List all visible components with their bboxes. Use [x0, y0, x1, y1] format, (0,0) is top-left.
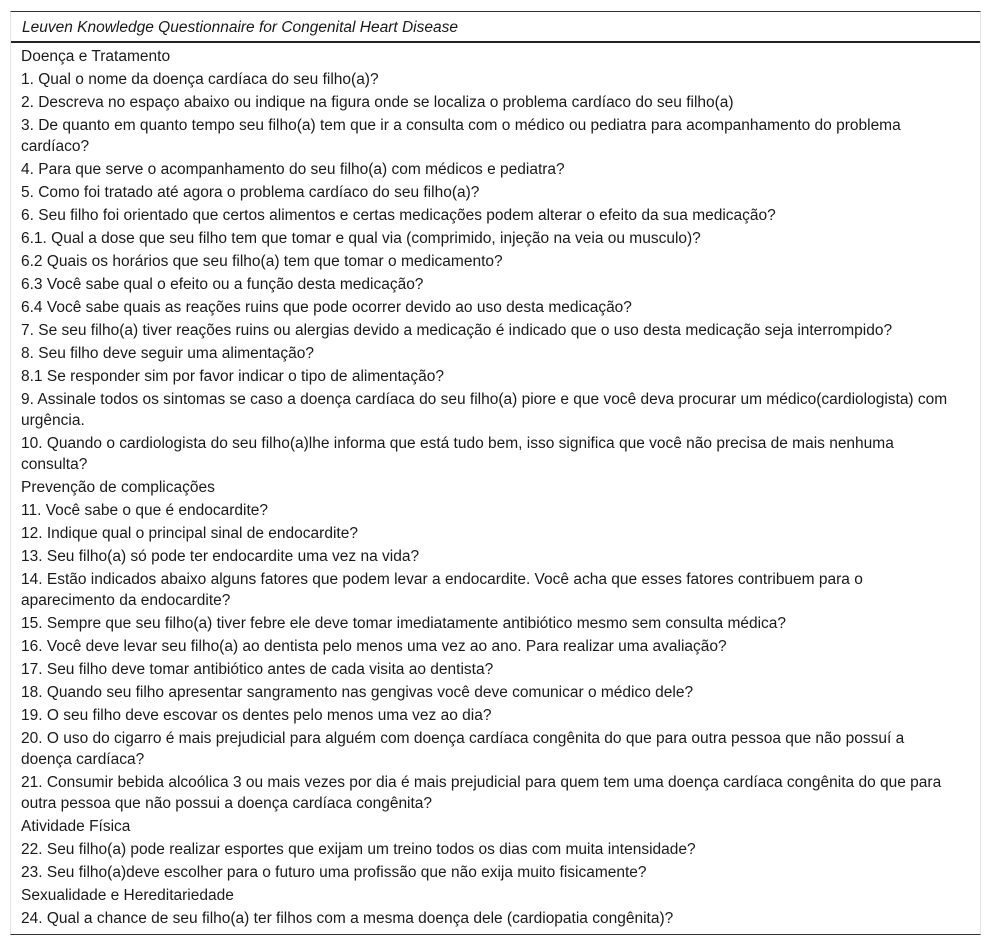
- question-row: 6.3 Você sabe qual o efeito ou a função desta medicação?: [21, 276, 424, 293]
- question-row: 10. Quando o cardiologista do seu filho(a)lhe informa que está tudo bem, isso significa que você não precisa de mais nenhuma consulta?: [21, 435, 894, 473]
- question-row: 18. Quando seu filho apresentar sangramento nas gengivas você deve comunicar o médico dele?: [21, 684, 694, 701]
- question-row: 11. Você sabe o que é endocardite?: [21, 502, 269, 519]
- section-heading: Sexualidade e Hereditariedade: [21, 887, 234, 904]
- question-row: 4. Para que serve o acompanhamento do seu filho(a) com médicos e pediatra?: [21, 161, 565, 178]
- question-row: 5. Como foi tratado até agora o problema cardíaco do seu filho(a)?: [21, 184, 480, 201]
- question-row: 20. O uso do cigarro é mais prejudicial para alguém com doença cardíaca congênita do que para outra pessoa que não possuí a doença cardíaca?: [21, 730, 905, 768]
- question-row: 9. Assinale todos os sintomas se caso a doença cardíaca do seu filho(a) piore e que você deva procurar um médico(cardiologista) com urgência.: [21, 391, 948, 429]
- question-row: 15. Sempre que seu filho(a) tiver febre ele deve tomar imediatamente antibiótico mesmo sem consulta médica?: [21, 615, 787, 632]
- question-row: 12. Indique qual o principal sinal de endocardite?: [21, 525, 358, 542]
- questionnaire-table: [10, 11, 981, 935]
- question-row: 24. Qual a chance de seu filho(a) ter filhos com a mesma doença dele (cardiopatia congênita)?: [21, 910, 674, 927]
- question-row: 7. Se seu filho(a) tiver reações ruins ou alergias devido a medicação é indicado que o uso desta medicação seja interrompido?: [21, 322, 893, 339]
- question-row: 6.1. Qual a dose que seu filho tem que tomar e qual via (comprimido, injeção na veia ou musculo)?: [21, 230, 701, 247]
- question-row: 6.4 Você sabe quais as reações ruins que pode ocorrer devido ao uso desta medicação?: [21, 299, 632, 316]
- question-row: 3. De quanto em quanto tempo seu filho(a) tem que ir a consulta com o médico ou pediatra para acompanhamento do problema cardíaco?: [21, 117, 901, 155]
- question-row: 6. Seu filho foi orientado que certos alimentos e certas medicações podem alterar o efeito da sua medicação?: [21, 207, 776, 224]
- question-row: 1. Qual o nome da doença cardíaca do seu filho(a)?: [21, 71, 379, 88]
- question-row: 8. Seu filho deve seguir uma alimentação?: [21, 345, 314, 362]
- question-row: 6.2 Quais os horários que seu filho(a) tem que tomar o medicamento?: [21, 253, 503, 270]
- section-heading: Atividade Física: [21, 818, 131, 835]
- question-row: 8.1 Se responder sim por favor indicar o tipo de alimentação?: [21, 368, 445, 385]
- question-row: 14. Estão indicados abaixo alguns fatores que podem levar a endocardite. Você acha que esses fatores contribuem para o aparecimento da endocardite?: [21, 571, 863, 609]
- question-row: 16. Você deve levar seu filho(a) ao dentista pelo menos uma vez ao ano. Para realizar uma avaliação?: [21, 638, 727, 655]
- section-heading: Doença e Tratamento: [21, 48, 171, 65]
- question-row: 13. Seu filho(a) só pode ter endocardite uma vez na vida?: [21, 548, 420, 565]
- question-row: 17. Seu filho deve tomar antibiótico antes de cada visita ao dentista?: [21, 661, 494, 678]
- table-body: [11, 43, 980, 934]
- question-row: 21. Consumir bebida alcoólica 3 ou mais vezes por dia é mais prejudicial para quem tem uma doença cardíaca congênita do que para outra pessoa que não possui a doença cardíaca congênita?: [21, 774, 942, 812]
- section-heading: Prevenção de complicações: [21, 479, 215, 496]
- table-header: Leuven Knowledge Questionnaire for Congenital Heart Disease: [11, 12, 980, 43]
- question-row: 19. O seu filho deve escovar os dentes pelo menos uma vez ao dia?: [21, 707, 492, 724]
- question-row: 22. Seu filho(a) pode realizar esportes que exijam um treino todos os dias com muita intensidade?: [21, 841, 696, 858]
- question-row: 23. Seu filho(a)deve escolher para o futuro uma profissão que não exija muito fisicamente?: [21, 864, 647, 881]
- question-row: 2. Descreva no espaço abaixo ou indique na figura onde se localiza o problema cardíaco do seu filho(a): [21, 94, 734, 111]
